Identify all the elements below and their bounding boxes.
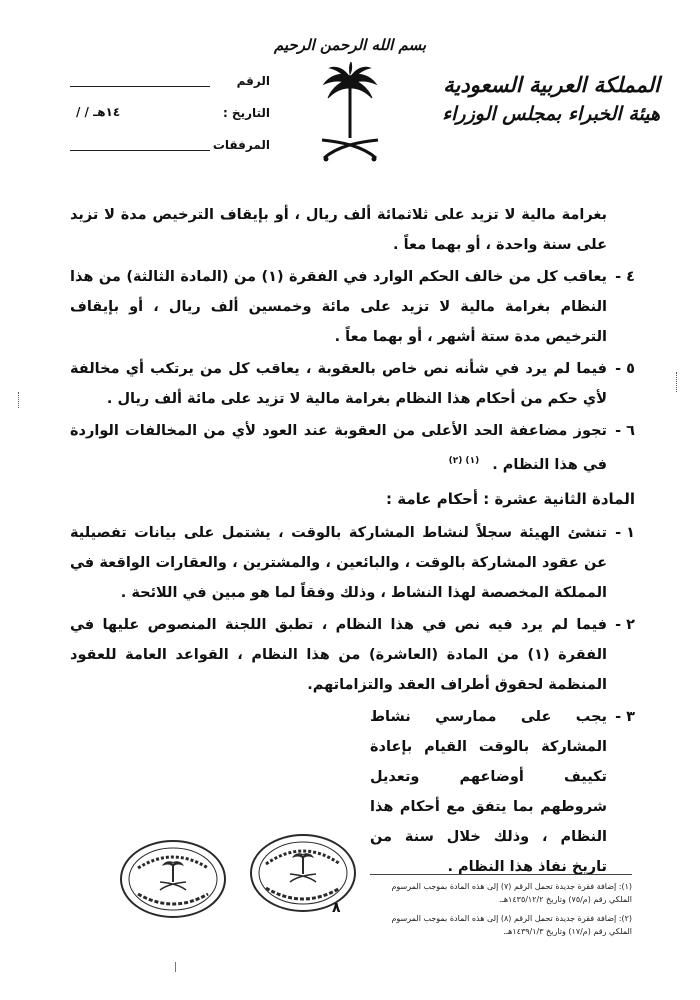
document-body xyxy=(70,200,635,884)
margin-mark xyxy=(18,392,23,408)
reference-row xyxy=(70,68,270,100)
paragraph-text: فيما لم يرد في شأنه نص خاص بالعقوبة ، يعاقب كل من يرتكب أي مخالفة لأي حكم من أحكام هذا النظام بغرامة مالية لا تزيد على مائة ألف ريال . xyxy=(70,361,607,407)
paragraph-number: ٤ - xyxy=(615,269,635,285)
margin-mark xyxy=(676,372,681,392)
paragraph-5 xyxy=(70,354,635,414)
item-number: ٣ - xyxy=(615,708,635,725)
attachments-label: المرفقات xyxy=(212,138,270,152)
footnotes xyxy=(370,880,632,944)
date-row xyxy=(70,100,270,132)
attachments-row xyxy=(70,132,270,164)
org-country: المملكة العربية السعودية xyxy=(443,72,660,97)
footnote-2: (٢): إضافة فقرة جديدة تحمل الرقم (٨) إلى هذه المادة بموجب المرسوم الملكي رقم (م/١٧) وتاريخ ١٤٣٩/١/٣هـ. xyxy=(391,914,632,936)
date-label: التاريخ : xyxy=(222,106,270,120)
paragraph-6 xyxy=(70,416,635,480)
reference-block xyxy=(70,68,270,164)
article-item-1 xyxy=(70,518,635,608)
palm-swords-emblem-icon xyxy=(318,62,382,172)
margin-mark xyxy=(175,962,176,972)
paragraph-text: يعاقب كل من خالف الحكم الوارد في الفقرة (١) من (المادة الثالثة) من هذا النظام بغرامة مالية لا تزيد على مائة وخمسين ألف ريال ، أو بإيقاف الترخيص مدة ستة أشهر ، أو بهما معاً . xyxy=(70,269,608,345)
org-agency: هيئة الخبراء بمجلس الوزراء xyxy=(442,103,660,125)
item-number: ١ - xyxy=(615,524,635,541)
date-value: / / ١٤هـ xyxy=(76,105,121,119)
footnote-1: (١): إضافة فقرة جديدة تحمل الرقم (٧) إلى هذه المادة بموجب المرسوم الملكي رقم (م/٧٥) وتاريخ ١٤٣٥/١٢/٢هـ. xyxy=(391,882,632,904)
attachments-line xyxy=(70,150,210,151)
article-item-2 xyxy=(70,610,635,700)
reference-line xyxy=(70,86,210,87)
paragraph-4 xyxy=(70,262,635,352)
article-item-3 xyxy=(370,702,635,882)
official-seal-left-icon xyxy=(118,838,228,920)
footnote-references: (١) (٢) xyxy=(448,456,480,466)
organization-title xyxy=(410,70,660,128)
footnote-divider xyxy=(370,874,632,875)
official-seal-right-icon xyxy=(248,832,358,914)
item-number: ٢ - xyxy=(615,616,635,633)
item-text: يجب على ممارسي نشاط المشاركة بالوقت القيام بإعادة تكييف أوضاعهم وتعديل شروطهم بما يتفق مع أحكام هذا النظام ، وذلك خلال سنة من تاريخ نفاذ هذا النظام . xyxy=(370,708,607,875)
basmala: بسم الله الرحمن الرحيم xyxy=(273,36,427,54)
paragraph-continuation: بغرامة مالية لا تزيد على ثلاثمائة ألف ريال ، أو بإيقاف الترخيص مدة لا تزيد على سنة واحدة ، أو بهما معاً . xyxy=(70,207,607,253)
paragraph-text: تجوز مضاعفة الحد الأعلى من العقوبة عند العود لأي من المخالفات الواردة في هذا النظام . xyxy=(70,423,607,473)
page-number: ٨ xyxy=(332,900,341,916)
paragraph-number: ٦ - xyxy=(615,423,635,439)
paragraph-number: ٥ - xyxy=(615,361,635,377)
item-text: فيما لم يرد فيه نص في هذا النظام ، تطبق اللجنة المنصوص عليها في الفقرة (١) من المادة (العاشرة) من هذا النظام ، القواعد العامة للعقود المنظمة لحقوق أطراف العقد والتزاماتهم. xyxy=(70,616,608,693)
reference-label: الرقم xyxy=(236,74,270,88)
item-text: تنشئ الهيئة سجلاً لنشاط المشاركة بالوقت ، يشتمل على بيانات تفصيلية عن عقود المشاركة بالوقت ، والبائعين ، والمشترين ، والعقارات الواقعة في المملكة المخصصة لهذا النشاط ، وذلك وفقاً لما هو مبين في اللائحة . xyxy=(70,524,607,601)
article-heading: المادة الثانية عشرة : أحكام عامة : xyxy=(386,489,635,508)
